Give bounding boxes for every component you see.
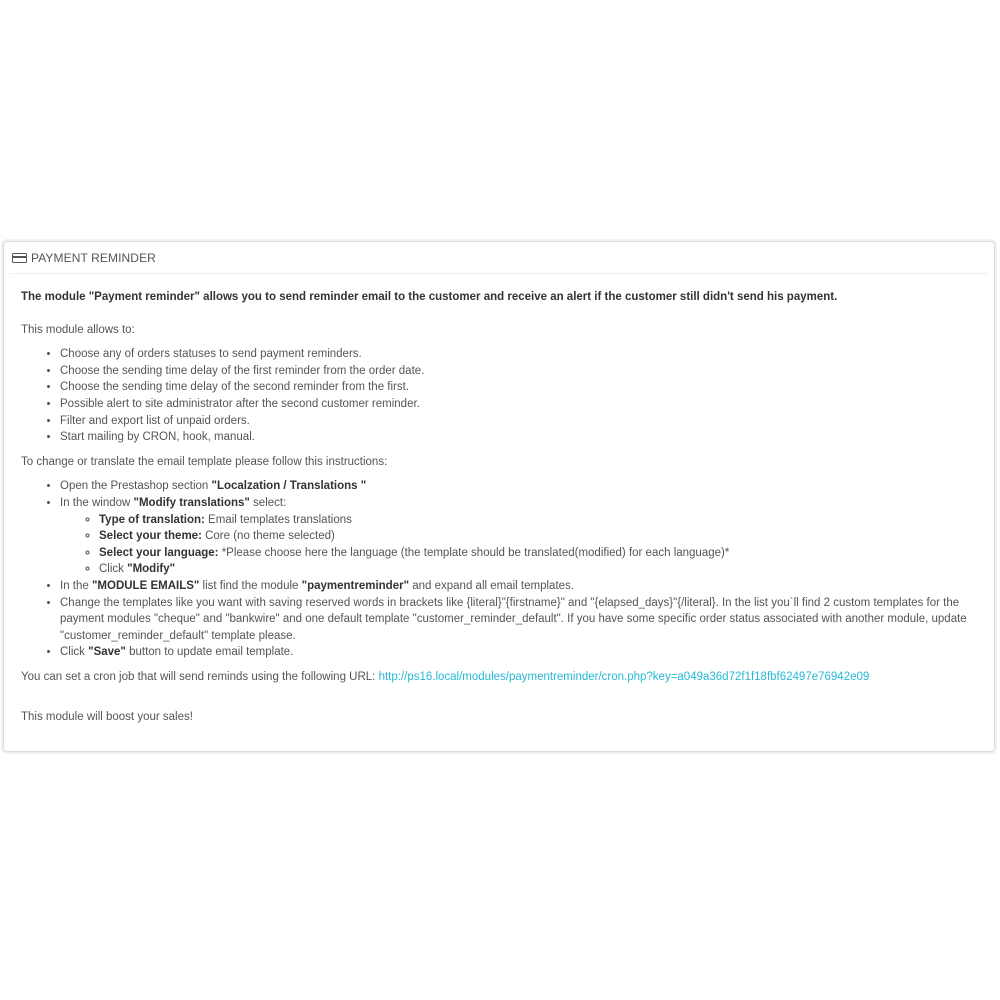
step-bold: "Save" [88,646,126,659]
sub-step-theme [99,528,994,545]
sub-step-language [99,545,994,562]
list-item: • Choose the sending time delay of the first reminder from the order date. [60,363,994,380]
sub-step-value: Email templates translations [204,513,352,526]
step-text: button to update email template. [125,646,294,659]
panel-body [4,289,994,726]
step-bold: "MODULE EMAILS" [91,579,200,592]
intro-text: The module "Payment reminder" allows you to send reminder email to the customer and receive an alert if the customer still didn't send his payment. [21,291,838,303]
step-text: list find the module [199,579,302,592]
step-text: Click [60,646,89,659]
list-item: • Choose any of orders statuses to send payment reminders. [60,346,994,363]
panel-heading [10,242,988,274]
list-item: • Choose the sending time delay of the second reminder from the first. [60,379,994,396]
step-bold: "paymentreminder" [301,579,410,592]
step-text: In the window [60,496,134,509]
features-list [60,346,994,446]
sub-step-label: Type of translation: [99,513,205,526]
sub-step-label: Select your language: [99,546,219,559]
credit-card-icon [12,253,27,263]
step-text: select: [249,496,287,509]
step-bold: "Modify translations" [133,496,250,509]
step-open-translations [60,478,994,495]
panel-title: PAYMENT REMINDER [31,250,156,265]
sub-step-click-modify [99,561,994,578]
list-item: • Start mailing by CRON, hook, manual. [60,429,994,446]
instructions-heading: To change or translate the email template please follow this instructions: [21,455,388,468]
allows-heading: This module allows to: [21,323,135,336]
boost-text: This module will boost your sales! [21,711,193,724]
step-module-emails [60,578,994,595]
sub-steps-list [99,512,994,578]
sub-step-text: Click [99,563,128,576]
list-item: • Filter and export list of unpaid orders. [60,413,994,430]
step-text: In the [60,579,92,592]
step-change-templates: • Change the templates like you want with saving reserved words in brackets like {literal}"{firstname}" and "{elapsed_days}"{/literal}. In the list you`ll find 2 custom templates for the payment modules "cheque" and "bankwire" and one default template "customer_reminder_default". If you have some specific order status associated with another module, update "customer_reminder_default" template please. [60,595,994,645]
instructions-list [60,478,994,661]
step-text: Open the Prestashop section [60,480,212,493]
step-save [60,644,994,661]
cron-paragraph [21,669,994,686]
cron-text: You can set a cron job that will send reminds using the following URL: [21,670,379,683]
payment-reminder-panel [3,241,995,752]
sub-step-bold: "Modify" [127,563,176,576]
cron-url-link[interactable]: http://ps16.local/modules/paymentreminder/cron.php?key=a049a36d72f1f18fbf62497e76942e09 [378,670,870,683]
step-text: and expand all email templates. [409,579,574,592]
sub-step-value: Core (no theme selected) [201,530,335,543]
step-bold: "Localzation / Translations " [211,480,367,493]
sub-step-label: Select your theme: [99,530,202,543]
sub-step-type [99,512,994,529]
sub-step-value: *Please choose here the language (the template should be translated(modified) for each language)* [218,546,730,559]
list-item: • Possible alert to site administrator after the second customer reminder. [60,396,994,413]
step-modify-translations [60,495,994,578]
